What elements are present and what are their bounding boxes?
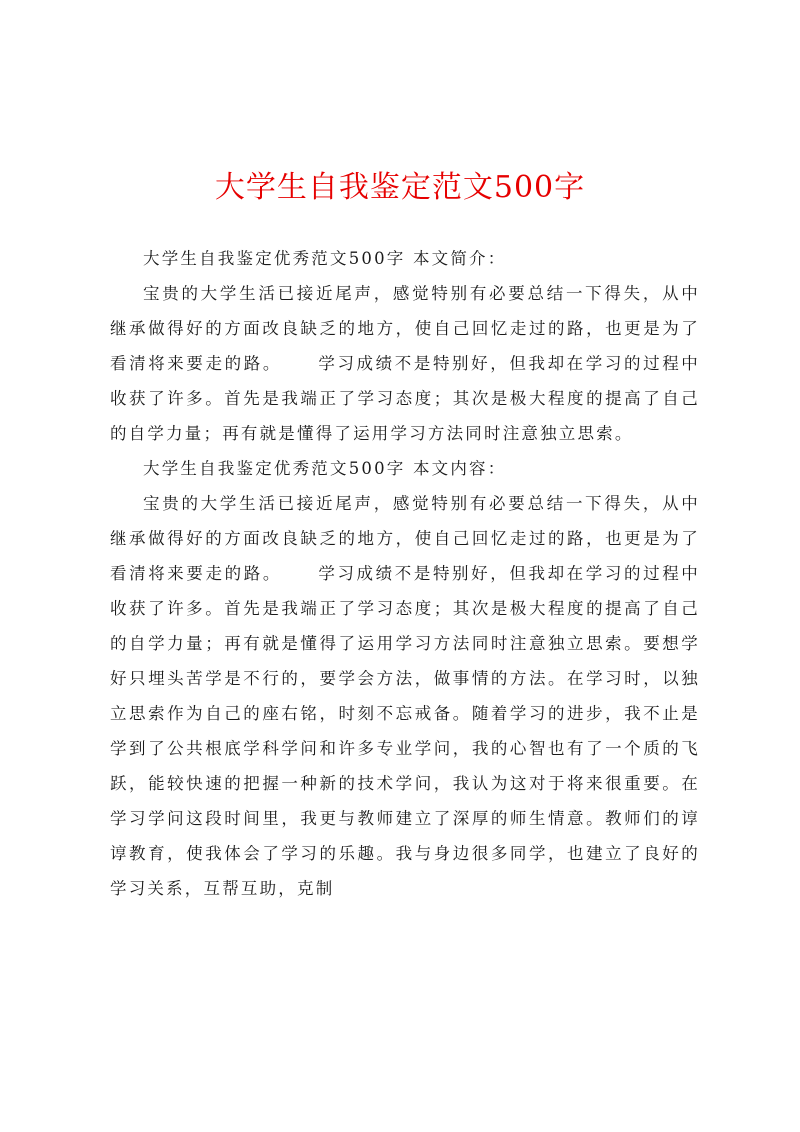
content-paragraph bbox=[110, 486, 700, 906]
document-body bbox=[110, 241, 700, 906]
content-heading: 大学生自我鉴定优秀范文500字 本文内容： bbox=[143, 459, 507, 478]
intro-paragraph-part1: 宝贵的大学生活已接近尾声，感觉特别有必要总结一下得失，从中继承做得好的方面改良缺乏的地方，使自己回忆走过的路，也更是为了看清将来要走的路。 bbox=[110, 284, 700, 373]
content-paragraph-part2: 学习成绩不是特别好，但我却在学习的过程中收获了许多。首先是我端正了学习态度；其次是极大程度的提高了自己的自学力量；再有就是懂得了运用学习方法同时注意独立思索。要想学好只埋头苦学是不行的，要学会方法，做事情的方法。在学习时，以独立思索作为自己的座右铭，时刻不忘戒备。随着学习的进步，我不止是学到了公共根底学科学问和许多专业学问，我的心智也有了一个质的飞跃，能较快速的把握一种新的技术学问，我认为这对于将来很重要。在学习学问这段时间里，我更与教师建立了深厚的师生情意。教师们的谆谆教育，使我体会了学习的乐趣。我与身边很多同学，也建立了良好的学习关系，互帮互助，克制 bbox=[110, 564, 700, 898]
content-paragraph-part1: 宝贵的大学生活已接近尾声，感觉特别有必要总结一下得失，从中继承做得好的方面改良缺乏的地方，使自己回忆走过的路，也更是为了看清将来要走的路。 bbox=[110, 494, 700, 583]
intro-paragraph bbox=[110, 276, 700, 451]
document-title: 大学生自我鉴定范文500字 bbox=[214, 170, 586, 205]
intro-heading: 大学生自我鉴定优秀范文500字 本文简介： bbox=[143, 249, 507, 268]
intro-paragraph-part2: 学习成绩不是特别好，但我却在学习的过程中收获了许多。首先是我端正了学习态度；其次是极大程度的提高了自己的自学力量；再有就是懂得了运用学习方法同时注意独立思索。 bbox=[110, 354, 700, 443]
